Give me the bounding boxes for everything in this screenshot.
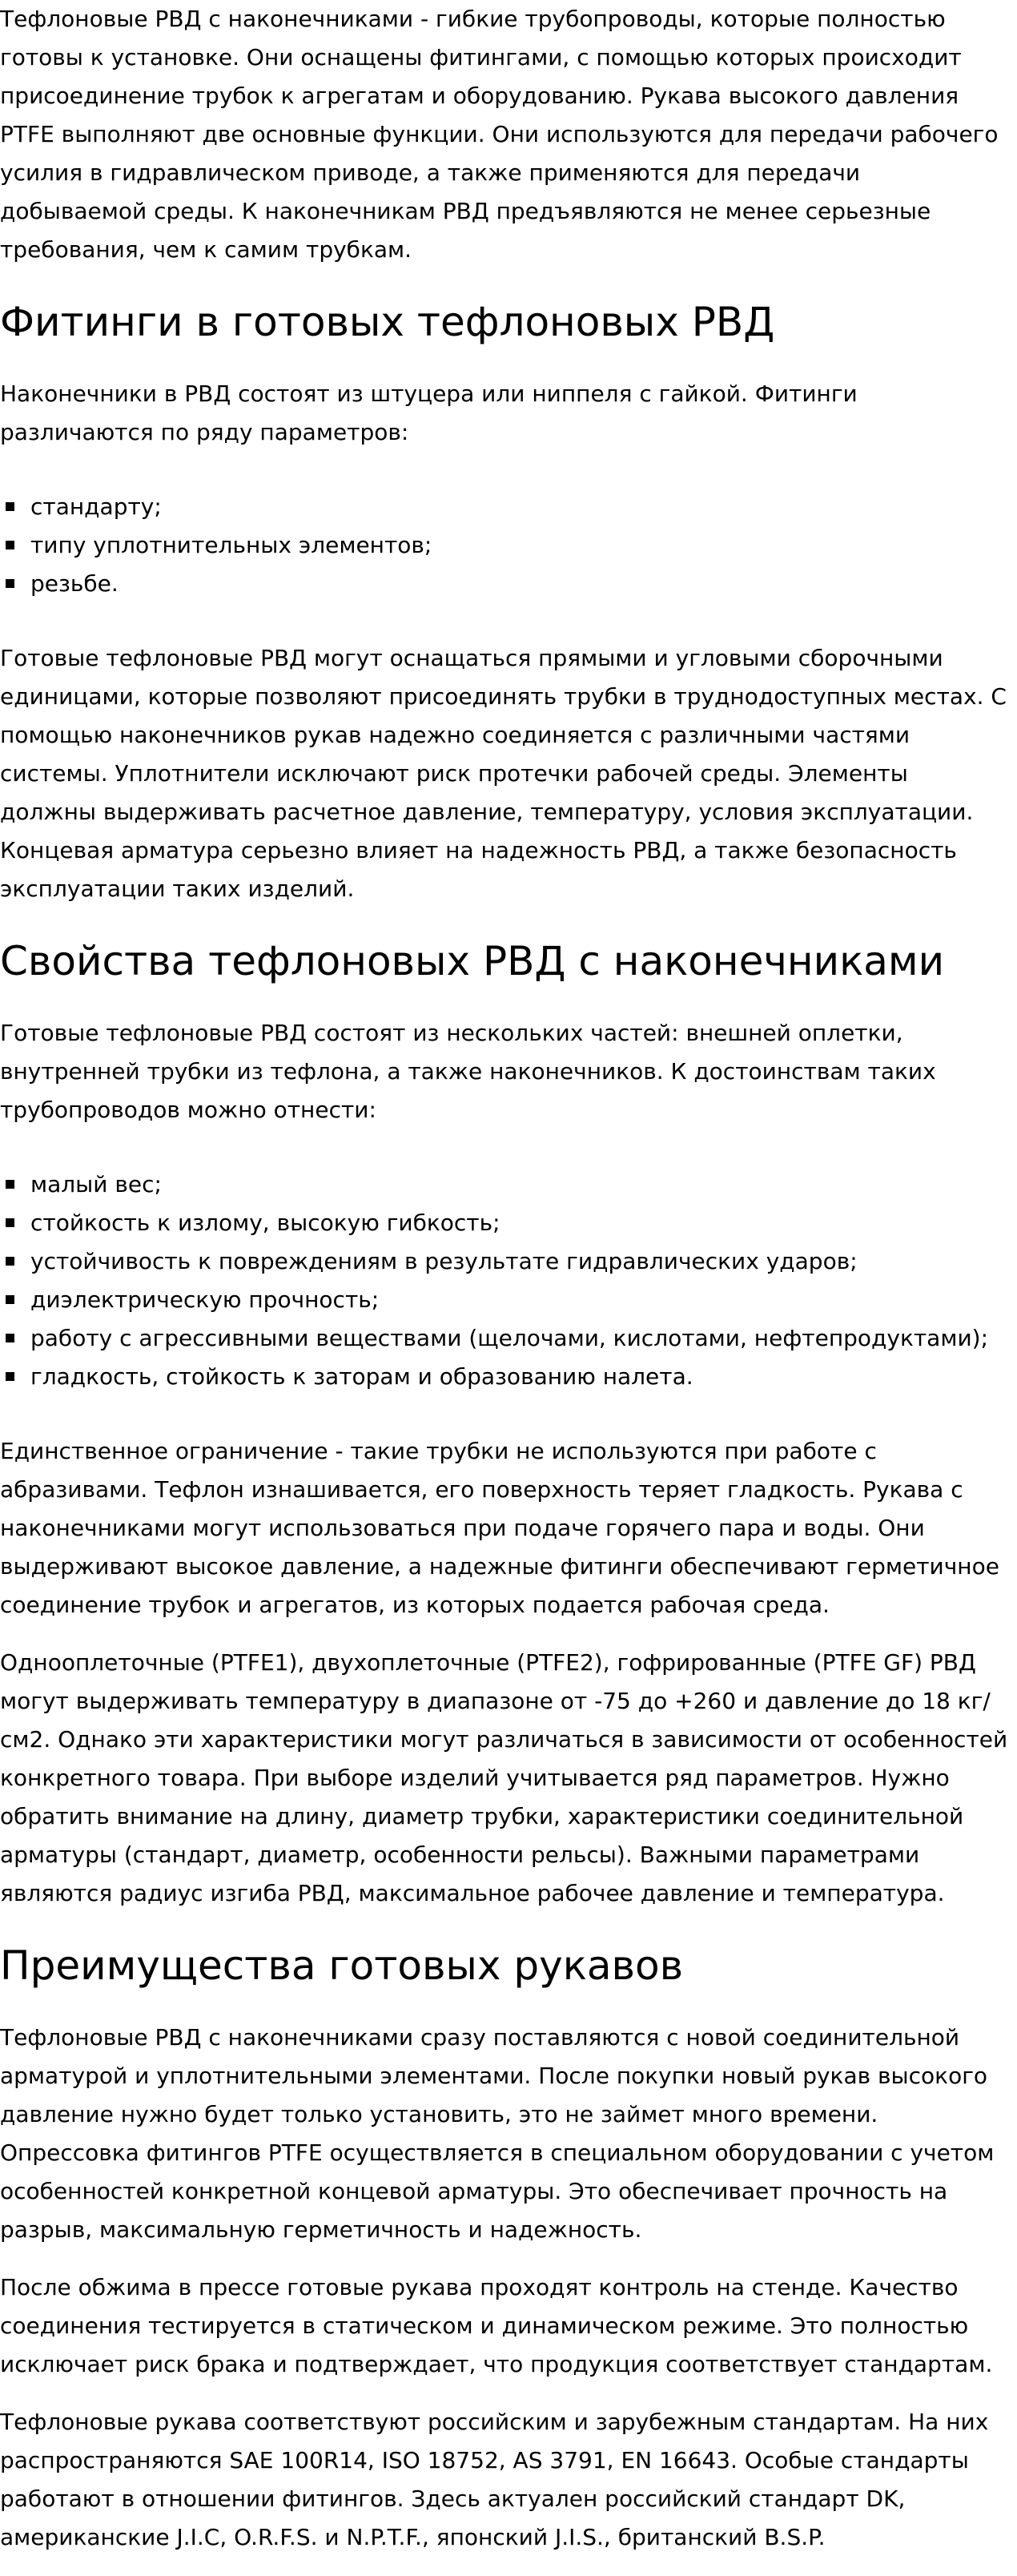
square-bullet-icon — [6, 1295, 14, 1304]
square-bullet-icon — [6, 502, 14, 511]
paragraph-limitations: Единственное ограничение - такие трубки не используются при работе с абразивами. Тефлон изнашивается, его поверхность теряет гладкость. Рукава с наконечниками могут использоваться при подаче горячего пара и воды. Они выдерживают высокое давление, а надежные фитинги обеспечивают герметичное соединение трубок и агрегатов, из которых подается рабочая среда. — [0, 1438, 999, 1618]
paragraph-specifications: Однооплеточные (PTFE1), двухоплеточные (PTFE2), гофрированные (PTFE GF) РВД могут выдерживать температуру в диапазоне от -75 до +260 и давление до 18 кг/см2. Однако эти характеристики могут различаться в зависимости от особенностей конкретного товара. При выборе изделий учитывается ряд параметров. Нужно обратить внимание на длину, диаметр трубки, характеристики соединительной арматуры (стандарт, диаметр, особенности рельсы). Важными параметрами являются радиус изгиба РВД, максимальное рабочее давление и температура. — [0, 1649, 1008, 1906]
list-item-text: стандарту; — [30, 493, 162, 520]
list-item-text: стойкость к излому, высокую гибкость; — [30, 1210, 500, 1236]
square-bullet-icon — [6, 579, 14, 588]
paragraph-properties-intro: Готовые тефлоновые РВД состоят из нескольких частей: внешней оплетки, внутренней трубки из тефлона, а также наконечников. К достоинствам таких трубопроводов можно отнести: — [0, 1020, 936, 1123]
paragraph-ready-hoses: Тефлоновые РВД с наконечниками сразу поставляются с новой соединительной арматурой и уплотнительными элементами. После покупки новый рукав высокого давление нужно будет только установить, это не займет много времени. Опрессовка фитингов PTFE осуществляется в специальном оборудовании с учетом особенностей конкретной концевой арматуры. Это обеспечивает прочность на разрыв, максимальную герметичность и надежность. — [0, 2024, 995, 2243]
square-bullet-icon — [6, 1372, 14, 1381]
list-item-text: резьбе. — [30, 570, 119, 597]
list-item — [0, 488, 1011, 526]
fitting-parameters-list — [0, 488, 1011, 603]
list-item — [0, 526, 1011, 565]
list-item-text: диэлектрическую прочность; — [30, 1286, 380, 1313]
list-item — [0, 565, 1011, 603]
list-item — [0, 1358, 1011, 1396]
paragraph-quality-control: После обжима в прессе готовые рукава проходят контроль на стенде. Качество соединения тестируется в статическом и динамическом режиме. Это полностью исключает риск брака и подтверждает, что продукция соответствует стандартам. — [0, 2274, 993, 2377]
square-bullet-icon — [6, 541, 14, 549]
list-item — [0, 1204, 1011, 1242]
heading-properties: Свойства тефлоновых РВД с наконечниками — [0, 938, 945, 984]
list-item-text: гладкость, стойкость к заторам и образованию налета. — [30, 1363, 693, 1390]
list-item-text: малый вес; — [30, 1171, 162, 1197]
list-item-text: типу уплотнительных элементов; — [30, 532, 432, 558]
heading-advantages: Преимущества готовых рукавов — [0, 1942, 684, 1989]
square-bullet-icon — [6, 1218, 14, 1227]
intro-paragraph: Тефлоновые РВД с наконечниками - гибкие трубопроводы, которые полностью готовы к установке. Они оснащены фитингами, с помощью которых происходит присоединение трубок к агрегатам и оборудованию. Рукава высокого давления PTFE выполняют две основные функции. Они используются для передачи рабочего усилия в гидравлическом приводе, а также применяются для передачи добываемой среды. К наконечникам РВД предъявляются не менее серьезные требования, чем к самим трубкам. — [0, 6, 999, 263]
advantages-list — [0, 1165, 1011, 1396]
list-item — [0, 1242, 1011, 1281]
square-bullet-icon — [6, 1334, 14, 1342]
heading-fittings: Фитинги в готовых тефлоновых РВД — [0, 299, 775, 345]
square-bullet-icon — [6, 1180, 14, 1189]
paragraph-fittings-intro: Наконечники в РВД состоят из штуцера или ниппеля с гайкой. Фитинги различаются по ряду параметров: — [0, 380, 858, 445]
list-item — [0, 1319, 1011, 1358]
list-item — [0, 1165, 1011, 1204]
square-bullet-icon — [6, 1257, 14, 1266]
paragraph-fittings-details: Готовые тефлоновые РВД могут оснащаться прямыми и угловыми сборочными единицами, которые позволяют присоединять трубки в труднодоступных местах. С помощью наконечников рукав надежно соединяется с различными частями системы. Уплотнители исключают риск протечки рабочей среды. Элементы должны выдерживать расчетное давление, температуру, условия эксплуатации. Концевая арматура серьезно влияет на надежность РВД, а также безопасность эксплуатации таких изделий. — [0, 645, 1007, 902]
list-item-text: работу с агрессивными веществами (щелочами, кислотами, нефтепродуктами); — [30, 1325, 989, 1351]
list-item-text: устойчивость к повреждениям в результате гидравлических ударов; — [30, 1248, 858, 1274]
paragraph-standards: Тефлоновые рукава соответствуют российским и зарубежным стандартам. На них распространяются SAE 100R14, ISO 18752, AS 3791, EN 16643. Особые стандарты работают в отношении фитингов. Здесь актуален российский стандарт DK, американские J.I.C, O.R.F.S. и N.P.T.F., японский J.I.S., британский B.S.P. — [0, 2409, 989, 2550]
list-item — [0, 1281, 1011, 1319]
